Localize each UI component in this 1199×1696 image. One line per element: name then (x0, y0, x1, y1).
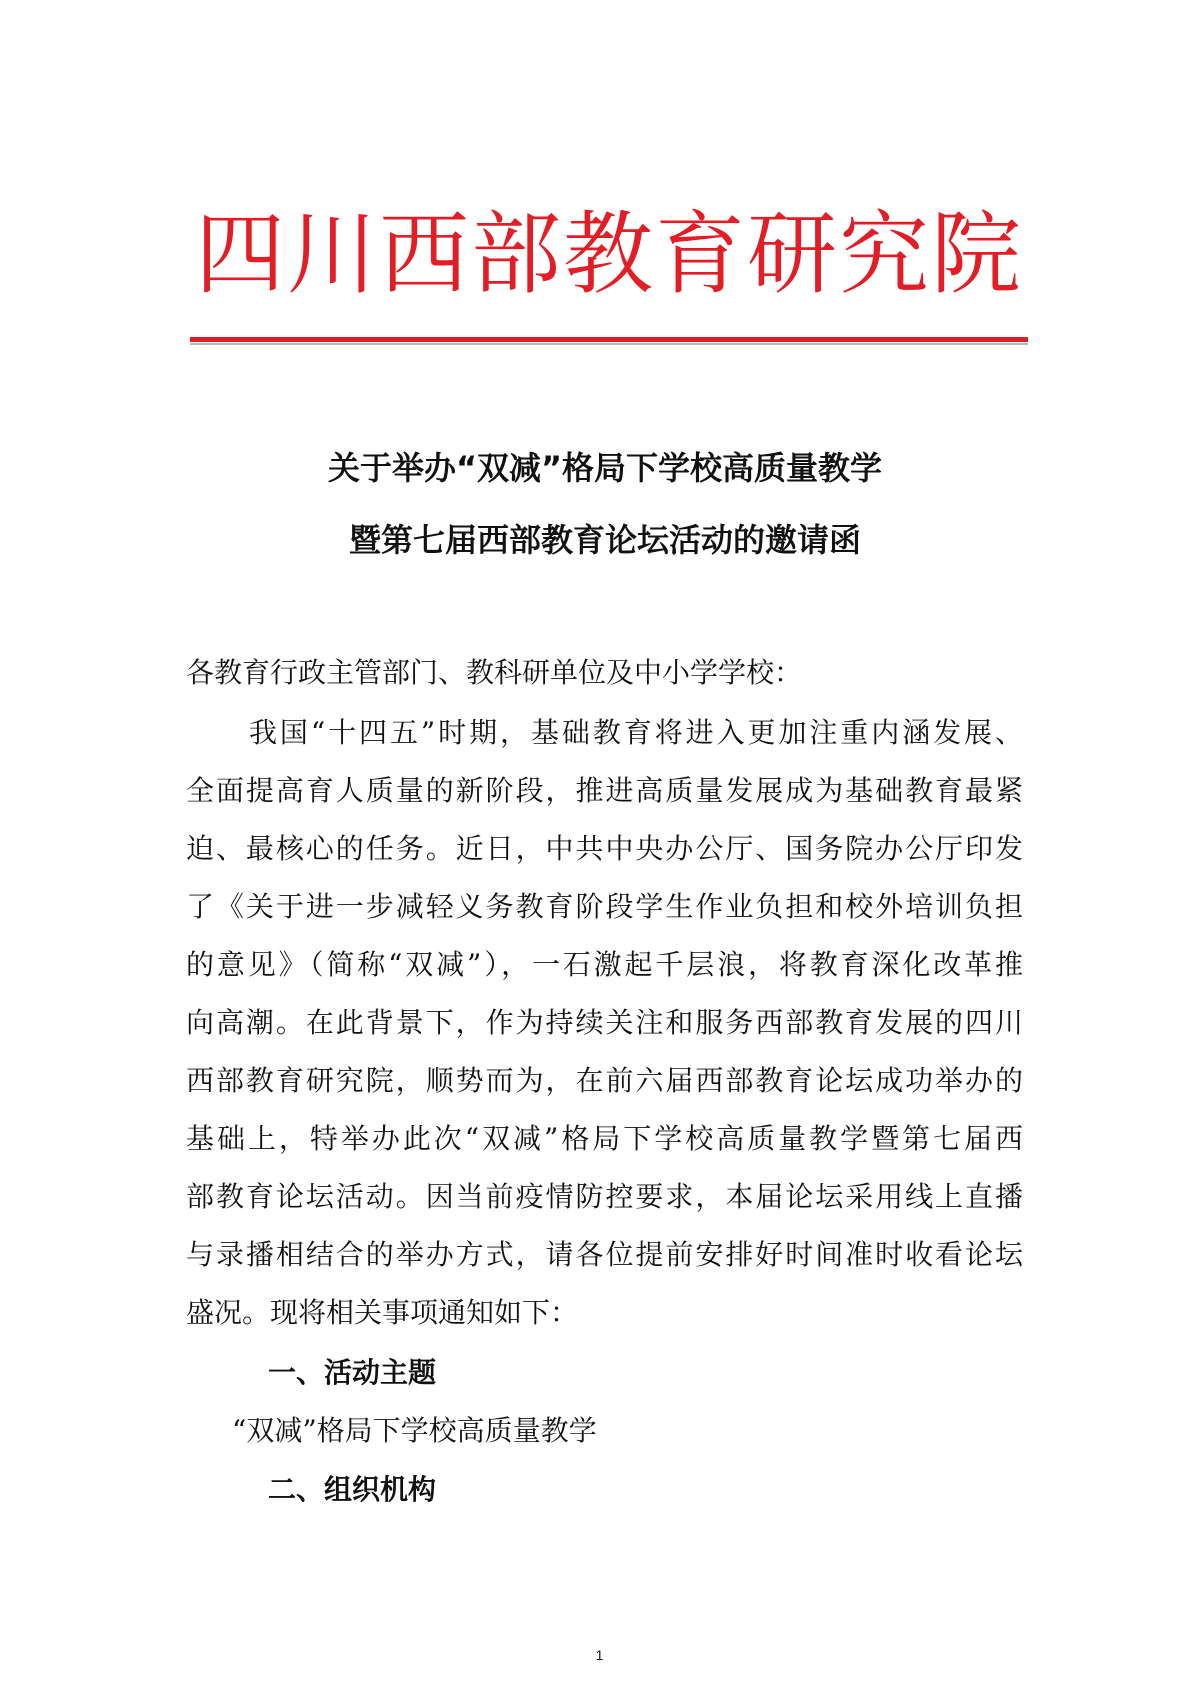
document-title-line-2: 暨第七届西部教育论坛活动的邀请函 (348, 521, 861, 559)
body-line-9: 部教育论坛活动。因当前疫情防控要求，本届论坛采用线上直播 (186, 1180, 1023, 1213)
letterhead-red-rule (190, 337, 1028, 342)
page-number: 1 (595, 1647, 604, 1663)
section-2-heading: 二、组织机构 (268, 1473, 437, 1506)
body-line-10: 与录播相结合的举办方式，请各位提前安排好时间准时收看论坛 (186, 1238, 1023, 1271)
body-line-7: 西部教育研究院，顺势而为，在前六届西部教育论坛成功举办的 (186, 1064, 1023, 1097)
letterhead-grey-rule (190, 343, 1028, 345)
body-line-1: 我国“十四五”时期，基础教育将进入更加注重内涵发展、 (249, 716, 1023, 749)
body-line-4: 了《关于进一步减轻义务教育阶段学生作业负担和校外培训负担 (186, 890, 1023, 923)
body-line-5: 的意见》（简称“双减”），一石激起千层浪，将教育深化改革推 (186, 948, 1023, 981)
section-1-text: “双减”格局下学校高质量教学 (232, 1414, 597, 1447)
body-line-2: 全面提高育人质量的新阶段，推进高质量发展成为基础教育最紧 (186, 774, 1023, 807)
salutation: 各教育行政主管部门、教科研单位及中小学学校： (186, 656, 803, 689)
body-line-8: 基础上，特举办此次“双减”格局下学校高质量教学暨第七届西 (186, 1122, 1023, 1155)
body-line-11: 盛况。现将相关事项通知如下： (186, 1296, 579, 1329)
section-1-heading: 一、活动主题 (268, 1356, 437, 1389)
body-line-6: 向高潮。在此背景下，作为持续关注和服务西部教育发展的四川 (186, 1006, 1023, 1039)
document-title-line-1: 关于举办“双减”格局下学校高质量教学 (327, 449, 883, 487)
body-line-3: 迫、最核心的任务。近日，中共中央办公厅、国务院办公厅印发 (186, 832, 1023, 865)
letterhead-org-name: 四川西部教育研究院 (195, 202, 1023, 307)
